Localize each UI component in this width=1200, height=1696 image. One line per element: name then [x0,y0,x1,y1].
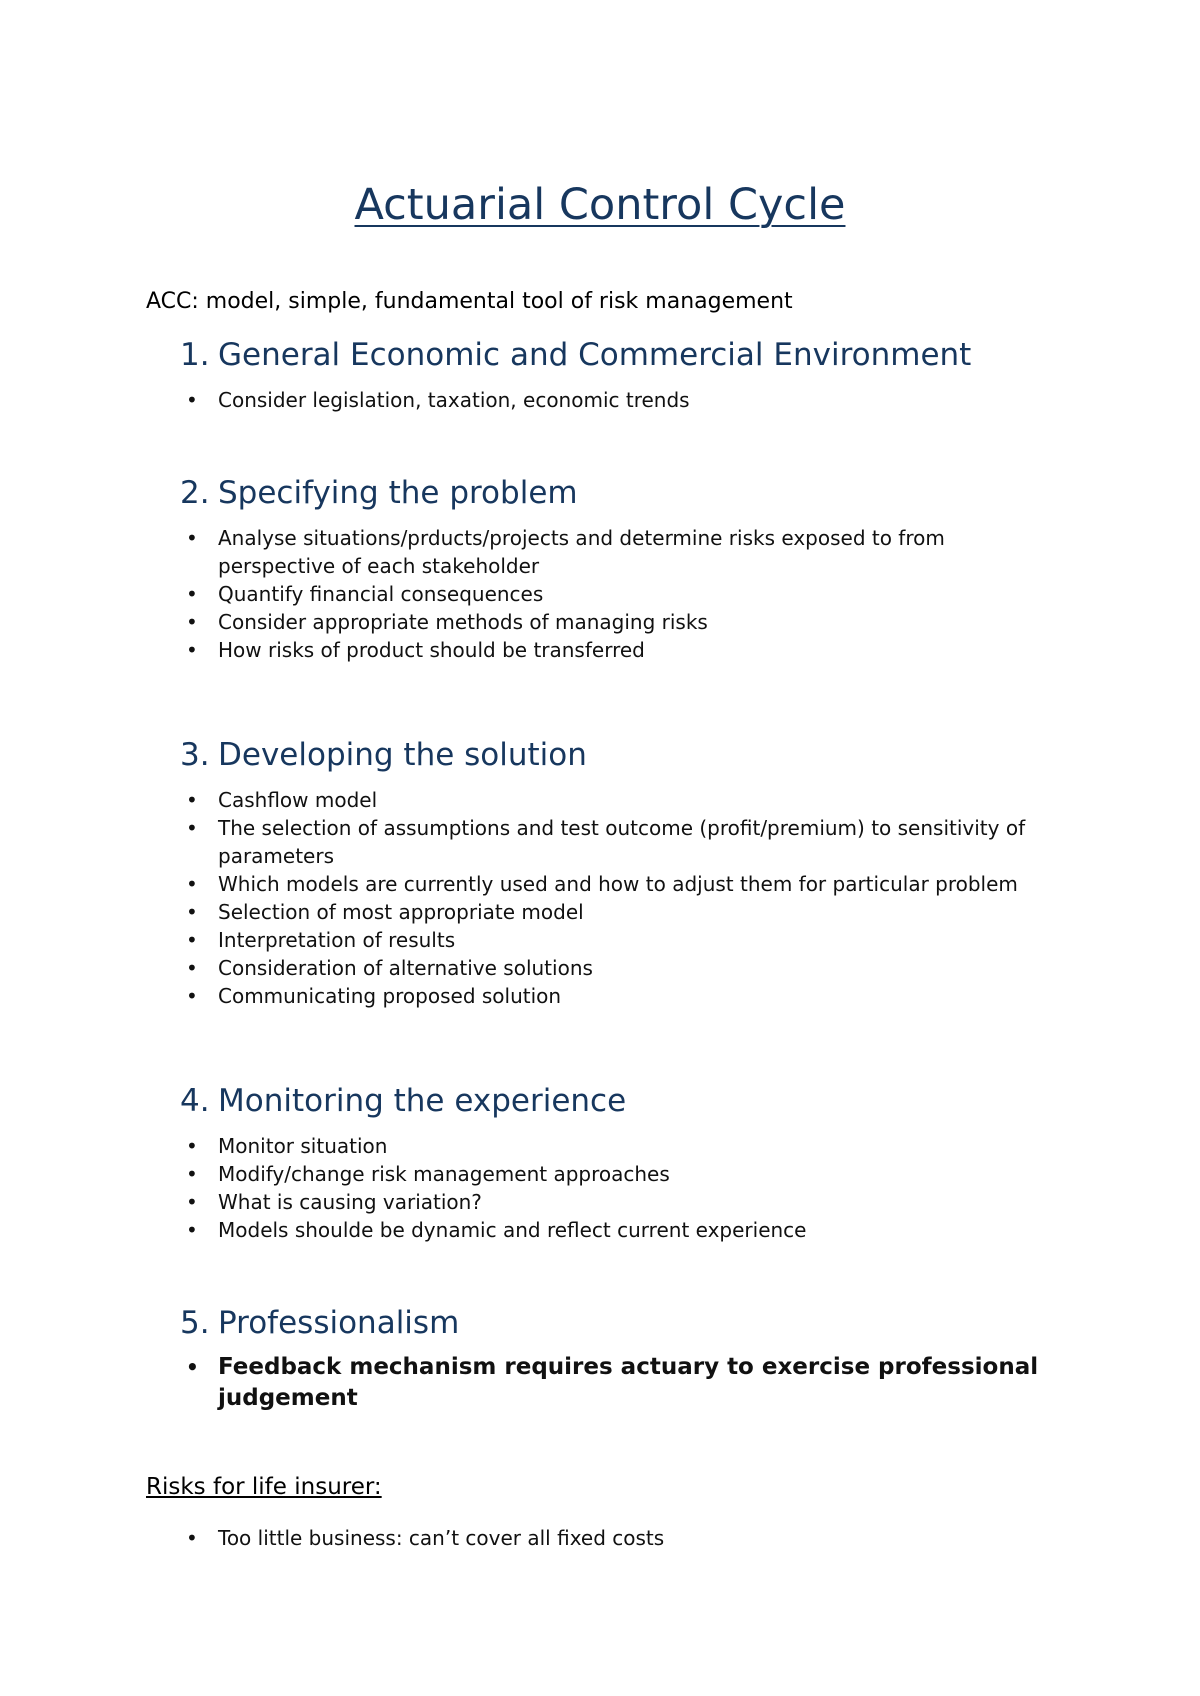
list-item-text: Selection of most appropriate model [218,900,584,924]
list-item [180,608,1048,636]
risks-heading: Risks for life insurer: [146,1474,382,1500]
list-item-text: Quantify financial consequences [218,582,544,606]
list-item [180,954,1048,982]
section-number: 4. [180,1083,210,1119]
list-item-text: Communicating proposed solution [218,984,562,1008]
section-list-1 [180,386,1048,414]
list-item [180,1216,1048,1244]
section-list-4 [180,1132,1048,1244]
bullet-icon: • [186,788,198,812]
list-item [180,1524,1048,1552]
list-item [180,926,1048,954]
list-item-text: What is causing variation? [218,1190,482,1214]
section-title: Monitoring the experience [218,1083,627,1119]
list-item-text: Consider appropriate methods of managing risks [218,610,708,634]
section-heading-5 [180,1304,459,1342]
bullet-icon: • [186,1162,198,1186]
list-item [180,1352,1048,1414]
section-list-2 [180,524,1048,664]
list-item [180,386,1048,414]
list-item [180,636,1048,664]
section-title: General Economic and Commercial Environment [218,337,972,373]
bullet-icon: • [186,1526,198,1550]
list-item [180,870,1048,898]
list-item-text: Monitor situation [218,1134,388,1158]
list-item-text: Analyse situations/prducts/projects and determine risks exposed to from perspective of each stakeholder [218,526,945,578]
section-heading-2 [180,474,578,512]
list-item-text: Too little business: can’t cover all fixed costs [218,1526,665,1550]
section-number: 1. [180,337,210,373]
list-item-text: Consider legislation, taxation, economic trends [218,388,690,412]
list-item-text: Consideration of alternative solutions [218,956,593,980]
bullet-icon: • [186,1190,198,1214]
list-item [180,898,1048,926]
list-item-text: The selection of assumptions and test outcome (profit/premium) to sensitivity of parameters [218,816,1026,868]
list-item-text: Models shoulde be dynamic and reflect current experience [218,1218,807,1242]
section-number: 5. [180,1305,210,1341]
bullet-icon: • [186,1218,198,1242]
section-heading-1 [180,336,971,374]
list-item [180,814,1048,870]
list-item-text: Cashflow model [218,788,378,812]
list-item [180,1160,1048,1188]
list-item [180,524,1048,580]
list-item-text: Modify/change risk management approaches [218,1162,670,1186]
list-item [180,1132,1048,1160]
intro-text: ACC: model, simple, fundamental tool of risk management [146,289,793,314]
section-list-3 [180,786,1048,1010]
list-item-text: Which models are currently used and how to adjust them for particular problem [218,872,1018,896]
section-heading-4 [180,1082,626,1120]
page-title: Actuarial Control Cycle [354,180,846,230]
bullet-icon: • [186,388,198,412]
list-item [180,982,1048,1010]
section-title: Professionalism [218,1305,460,1341]
risks-list [180,1524,1048,1552]
bullet-icon: • [186,1355,199,1379]
bullet-icon: • [186,872,198,896]
bullet-icon: • [186,956,198,980]
bullet-icon: • [186,816,198,840]
list-item [180,1188,1048,1216]
list-item-text: How risks of product should be transferred [218,638,645,662]
bullet-icon: • [186,526,198,550]
bullet-icon: • [186,610,198,634]
section-number: 3. [180,737,210,773]
list-item [180,580,1048,608]
bullet-icon: • [186,638,198,662]
section-number: 2. [180,475,210,511]
bullet-icon: • [186,984,198,1008]
bullet-icon: • [186,928,198,952]
section-title: Developing the solution [218,737,587,773]
bullet-icon: • [186,1134,198,1158]
list-item-text: Interpretation of results [218,928,456,952]
section-heading-3 [180,736,587,774]
section-list-5 [180,1352,1048,1414]
bullet-icon: • [186,582,198,606]
list-item-text: Feedback mechanism requires actuary to exercise professional judgement [218,1354,1039,1411]
section-title: Specifying the problem [218,475,578,511]
bullet-icon: • [186,900,198,924]
list-item [180,786,1048,814]
